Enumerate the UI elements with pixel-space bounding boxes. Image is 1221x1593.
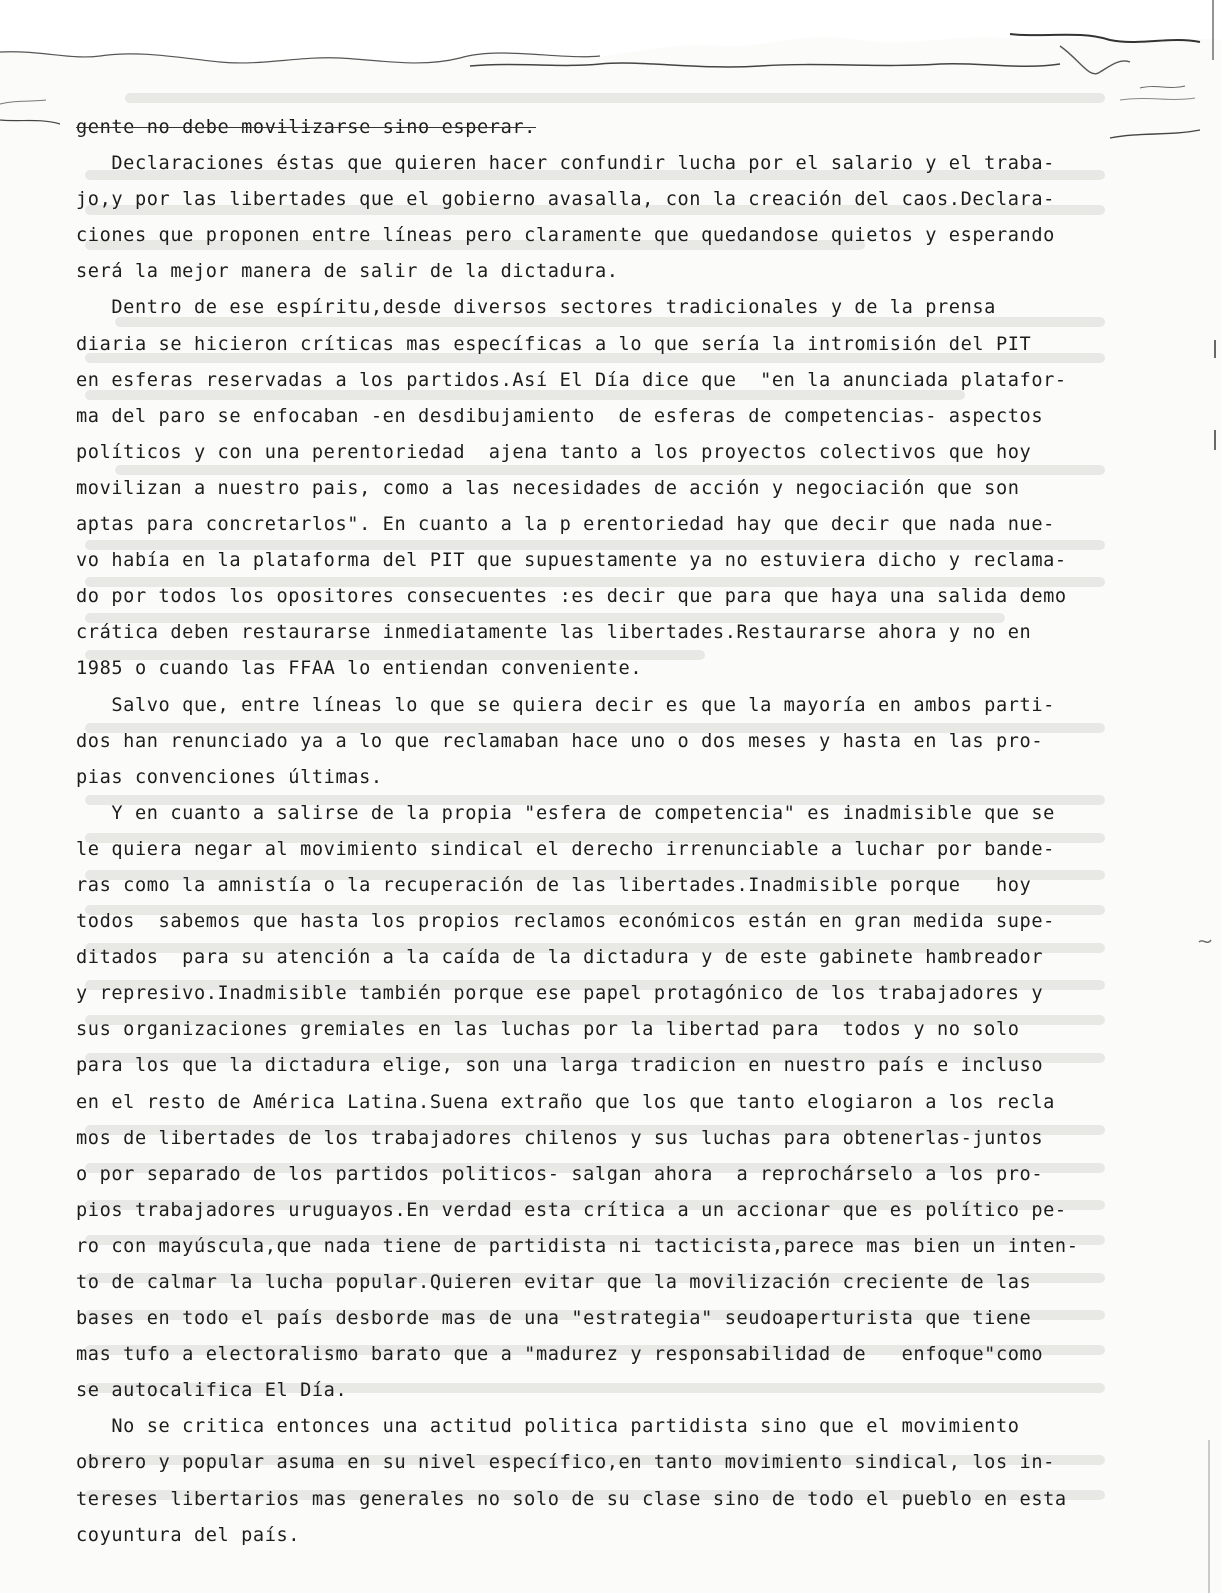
text-line: mos de libertades de los trabajadores chilenos y sus luchas para obtenerlas-juntos [76, 1127, 1044, 1149]
text-line: se autocalifica El Día. [76, 1380, 348, 1402]
text-line: todos sabemos que hasta los propios reclamos económicos están en gran medida supe- [76, 911, 1055, 933]
text-line: bases en todo el país desborde mas de una "estrategia" seudoaperturista que tiene [76, 1308, 1032, 1330]
text-line: aptas para concretarlos". En cuanto a la p erentoriedad hay que decir que nada nue- [76, 514, 1055, 536]
text-line: ditados para su atención a la caída de la dictadura y de este gabinete hambreador [76, 947, 1044, 969]
text-line: dos han renunciado ya a lo que reclamaban hace uno o dos meses y hasta en las pro- [76, 730, 1044, 752]
text-line: políticos y con una perentoriedad ajena tanto a los proyectos colectivos que hoy [76, 441, 1032, 463]
text-line: diaria se hicieron críticas mas específicas a lo que sería la intromisión del PIT [76, 333, 1032, 355]
text-line: do por todos los opositores consecuentes :es decir que para que haya una salida demo [76, 586, 1067, 608]
text-line: o por separado de los partidos politicos- salgan ahora a reprochárselo a los pro- [76, 1163, 1044, 1185]
text-line: Y en cuanto a salirse de la propia "esfera de competencia" es inadmisible que se [76, 802, 1055, 824]
text-line: para los que la dictadura elige, son una larga tradicion en nuestro país e incluso [76, 1055, 1044, 1077]
text-line: to de calmar la lucha popular.Quieren evitar que la movilización creciente de las [76, 1272, 1032, 1293]
text-line: pios trabajadores uruguayos.En verdad esta crítica a un accionar que es político pe- [76, 1199, 1067, 1221]
text-line: en el resto de América Latina.Suena extraño que los que tanto elogiaron a los recla [76, 1091, 1055, 1113]
document-body [76, 110, 1156, 1554]
text-line: obrero y popular asuma en su nivel específico,en tanto movimiento sindical, los in- [76, 1452, 1055, 1474]
text-line: ma del paro se enfocaban -en desdibujamiento de esferas de competencias- aspectos [76, 405, 1044, 427]
text-line: Dentro de ese espíritu,desde diversos sectores tradicionales y de la prensa [76, 297, 996, 319]
text-line: sus organizaciones gremiales en las luchas por la libertad para todos y no solo [76, 1019, 1020, 1041]
right-edge-marks [1197, 0, 1221, 1593]
text-line: ro con mayúscula,que nada tiene de partidista ni tacticista,parece mas bien un inten- [76, 1235, 1079, 1257]
text-line: Salvo que, entre líneas lo que se quiera decir es que la mayoría en ambos parti- [76, 694, 1055, 716]
text-line: y represivo.Inadmisible también porque ese papel protagónico de los trabajadores y [76, 983, 1044, 1005]
text-line: coyuntura del país. [76, 1524, 301, 1546]
text-line: tereses libertarios mas generales no solo de su clase sino de todo el pueblo en esta [76, 1488, 1067, 1510]
text-line: en esferas reservadas a los partidos.Así El Día dice que "en la anunciada platafor- [76, 369, 1067, 391]
text-line: jo,y por las libertades que el gobierno avasalla, con la creación del caos.Declara- [76, 189, 1055, 211]
text-line: No se critica entonces una actitud politica partidista sino que el movimiento [76, 1416, 1020, 1438]
text-line: crática deben restaurarse inmediatamente las libertades.Restaurarse ahora y no en [76, 622, 1032, 644]
text-line: será la mejor manera de salir de la dictadura. [76, 261, 619, 283]
text-line: vo había en la plataforma del PIT que supuestamente ya no estuviera dicho y reclama- [76, 550, 1067, 572]
text-line: Declaraciones éstas que quieren hacer confundir lucha por el salario y el traba- [76, 153, 1055, 175]
text-line: movilizan a nuestro pais, como a las necesidades de acción y negociación que son [76, 477, 1020, 499]
text-line: ciones que proponen entre líneas pero claramente que quedandose quietos y esperando [76, 225, 1055, 247]
text-line: pias convenciones últimas. [76, 766, 383, 788]
text-line: gente no debe movilizarse sino esperar. [76, 117, 536, 138]
text-line: mas tufo a electoralismo barato que a "madurez y responsabilidad de enfoque"como [76, 1344, 1044, 1366]
text-line: ras como la amnistía o la recuperación de las libertades.Inadmisible porque hoy [76, 874, 1032, 896]
text-line: 1985 o cuando las FFAA lo entiendan conveniente. [76, 658, 643, 680]
text-line: le quiera negar al movimiento sindical el derecho irrenunciable a luchar por bande- [76, 838, 1055, 860]
